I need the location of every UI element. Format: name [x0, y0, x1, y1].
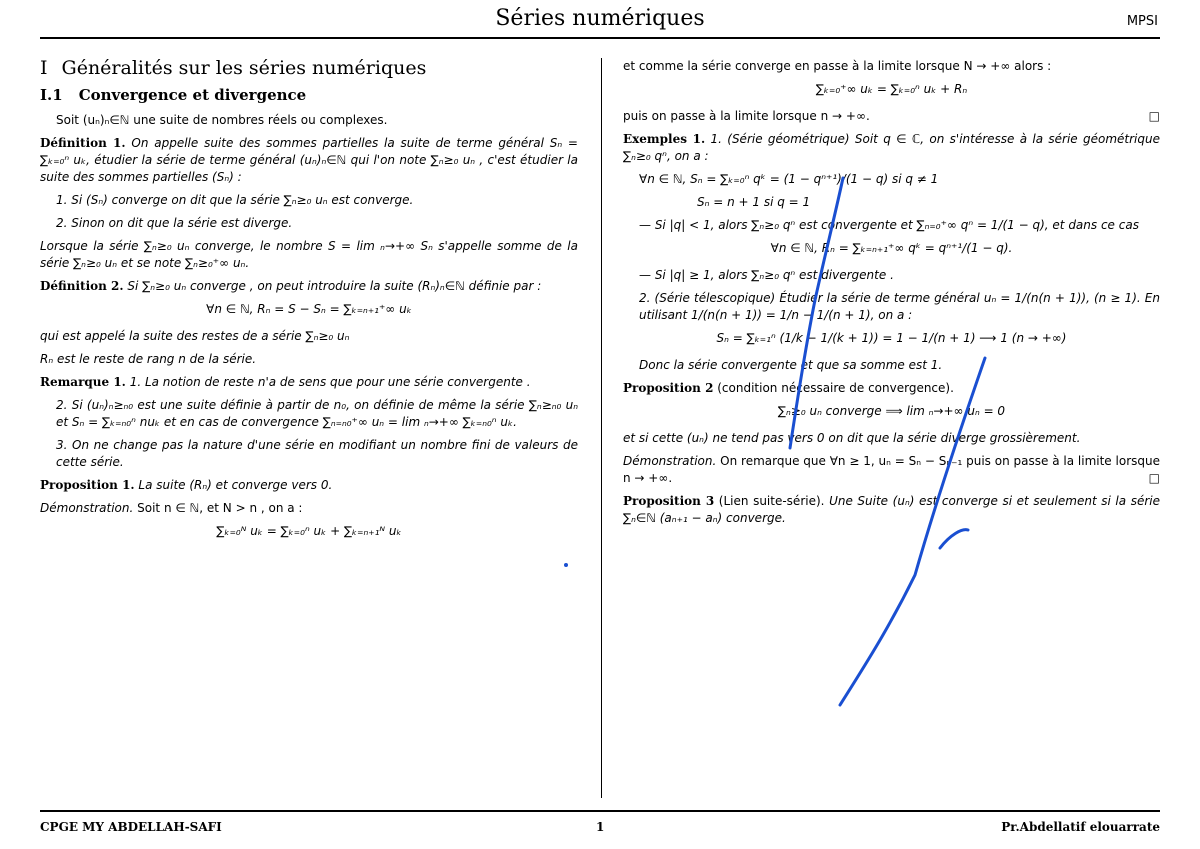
- definition-2-text: Si ∑ₙ≥₀ uₙ converge , on peut introduire la suite (Rₙ)ₙ∈ℕ définie par :: [127, 279, 542, 293]
- pen-stroke-1: [790, 178, 843, 448]
- example-2-text: 2. (Série télescopique) Étudier la série de terme général uₙ = 1/(n(n + 1)), (n ≥ 1). En utilisant 1/(n(n + 1)) = 1/n − 1/(n + 1), on a :: [639, 291, 1160, 322]
- continuation-formula: ∑ₖ₌₀⁺∞ uₖ = ∑ₖ₌₀ⁿ uₖ + Rₙ: [815, 82, 968, 96]
- footer-institution: CPGE MY ABDELLAH-SAFI: [40, 820, 222, 834]
- proposition-2-formula: ∑ₙ≥₀ uₙ converge ⟹ lim ₙ→+∞ uₙ = 0: [777, 404, 1006, 418]
- pen-stroke-3: [940, 530, 968, 548]
- page-number: 1: [596, 820, 605, 834]
- definition-2-heading: Définition 2.: [40, 279, 124, 293]
- demonstration-1-formula: ∑ₖ₌₀ᴺ uₖ = ∑ₖ₌₀ⁿ uₖ + ∑ₖ₌ₙ₊₁ᴺ uₖ: [216, 524, 402, 538]
- example-1-text: 1. (Série géométrique) Soit q ∈ ℂ, on s'intéresse à la série géométrique ∑ₙ≥₀ qⁿ, on a :: [623, 132, 1160, 163]
- remark-1-heading: Remarque 1.: [40, 375, 126, 389]
- remark-1-item-1: 1. La notion de reste n'a de sens que pour une série convergente .: [129, 375, 531, 389]
- definition-1-item-2: 2. Sinon on dit que la série est diverge.: [56, 216, 293, 230]
- header-tag: MPSI: [1126, 14, 1158, 29]
- proposition-3-heading: Proposition 3: [623, 494, 715, 508]
- example-2-formula: Sₙ = ∑ₖ₌₁ⁿ (1/k − 1/(k + 1)) = 1 − 1/(n + 1) ⟶ 1 (n → +∞): [716, 331, 1067, 345]
- example-1-system-line-1: ∀n ∈ ℕ, Sₙ = ∑ₖ₌₀ⁿ qᵏ = (1 − qⁿ⁺¹)/(1 − q) si q ≠ 1: [639, 172, 939, 186]
- page-title: Séries numériques: [495, 6, 705, 31]
- demonstration-1-text: Soit n ∈ ℕ, et N > n , on a :: [137, 501, 303, 515]
- example-1-case-1-formula: ∀n ∈ ℕ, Rₙ = ∑ₖ₌ₙ₊₁⁺∞ qᵏ = qⁿ⁺¹/(1 − q).: [770, 241, 1013, 255]
- definition-2-formula: ∀n ∈ ℕ, Rₙ = S − Sₙ = ∑ₖ₌ₙ₊₁⁺∞ uₖ: [206, 302, 412, 316]
- proposition-1-heading: Proposition 1.: [40, 478, 135, 492]
- demonstration-2-heading: Démonstration.: [623, 454, 717, 468]
- qed-symbol: □: [1148, 109, 1160, 123]
- definition-1-after: Lorsque la série ∑ₙ≥₀ uₙ converge, le nombre S = lim ₙ→+∞ Sₙ s'appelle somme de la série ∑ₙ≥₀ uₙ et se note ∑ₙ≥₀⁺∞ uₙ.: [40, 239, 578, 270]
- definition-1-text: On appelle suite des sommes partielles la suite de terme général Sₙ = ∑ₖ₌₀ⁿ uₖ, étudier la série de terme général (uₙ)ₙ∈ℕ qui l'on note ∑ₙ≥₀ uₙ , c'est étudier la suite des sommes partielles (Sₙ) :: [40, 136, 578, 184]
- proposition-2-after: et si cette (uₙ) ne tend pas vers 0 on dit que la série diverge grossièrement.: [623, 431, 1081, 445]
- continuation-text: et comme la série converge en passe à la limite lorsque N → +∞ alors :: [623, 59, 1052, 73]
- definition-1-heading: Définition 1.: [40, 136, 126, 150]
- proposition-2-heading: Proposition 2: [623, 381, 714, 395]
- example-2-after: Donc la série convergente et que sa somme est 1.: [639, 358, 943, 372]
- section-number: I: [40, 57, 48, 79]
- section-title: Généralités sur les séries numériques: [61, 57, 427, 79]
- proposition-3-paren: (Lien suite-série).: [718, 494, 825, 508]
- subsection-title: Convergence et divergence: [78, 86, 307, 104]
- definition-2-after-2: Rₙ est le reste de rang n de la série.: [40, 352, 257, 366]
- proposition-3-text: Une Suite (uₙ) est converge si et seulement si la série ∑ₙ∈ℕ (aₙ₊₁ − aₙ) converge.: [623, 494, 1160, 525]
- demonstration-1-heading: Démonstration.: [40, 501, 134, 515]
- footer-author: Pr.Abdellatif elouarrate: [1001, 820, 1160, 834]
- remark-1-item-2: 2. Si (uₙ)ₙ≥ₙ₀ est une suite définie à partir de n₀, on définie de même la série ∑ₙ≥ₙ₀ uₙ et Sₙ = ∑ₖ₌ₙ₀ⁿ nuₖ et en cas de convergence ∑ₙ₌ₙ₀⁺∞ uₙ = lim ₙ→+∞ ∑ₖ₌ₙ₀ⁿ uₖ.: [56, 398, 578, 429]
- subsection-number: I.1: [40, 86, 63, 104]
- pen-stroke-2: [840, 358, 985, 705]
- proposition-2-text: (condition nécessaire de convergence).: [717, 381, 954, 395]
- footer-rule: [40, 810, 1160, 812]
- pen-dot: [564, 563, 568, 567]
- proposition-1-text: La suite (Rₙ) et converge vers 0.: [138, 478, 333, 492]
- intro-paragraph: Soit (uₙ)ₙ∈ℕ une suite de nombres réels ou complexes.: [56, 113, 388, 127]
- examples-1-heading: Exemples 1.: [623, 132, 706, 146]
- demonstration-2-text: On remarque que ∀n ≥ 1, uₙ = Sₙ − Sₙ₋₁ puis on passe à la limite lorsque n → +∞.: [623, 454, 1160, 485]
- example-1-case-2: — Si |q| ≥ 1, alors ∑ₙ≥₀ qⁿ est divergente .: [639, 268, 894, 282]
- example-1-case-1: — Si |q| < 1, alors ∑ₙ≥₀ qⁿ est convergente et ∑ₙ₌₀⁺∞ qⁿ = 1/(1 − q), et dans ce cas: [639, 218, 1139, 232]
- qed-symbol-2: □: [1148, 471, 1160, 485]
- example-1-system-line-2: Sₙ = n + 1 si q = 1: [697, 195, 811, 209]
- continuation-after-text: puis on passe à la limite lorsque n → +∞.: [623, 109, 870, 123]
- definition-2-after-1: qui est appelé la suite des restes de a série ∑ₙ≥₀ uₙ: [40, 329, 350, 343]
- definition-1-item-1: 1. Si (Sₙ) converge on dit que la série ∑ₙ≥₀ uₙ est converge.: [56, 193, 414, 207]
- remark-1-item-3: 3. On ne change pas la nature d'une série en modifiant un nombre fini de valeurs de cette série.: [56, 438, 578, 469]
